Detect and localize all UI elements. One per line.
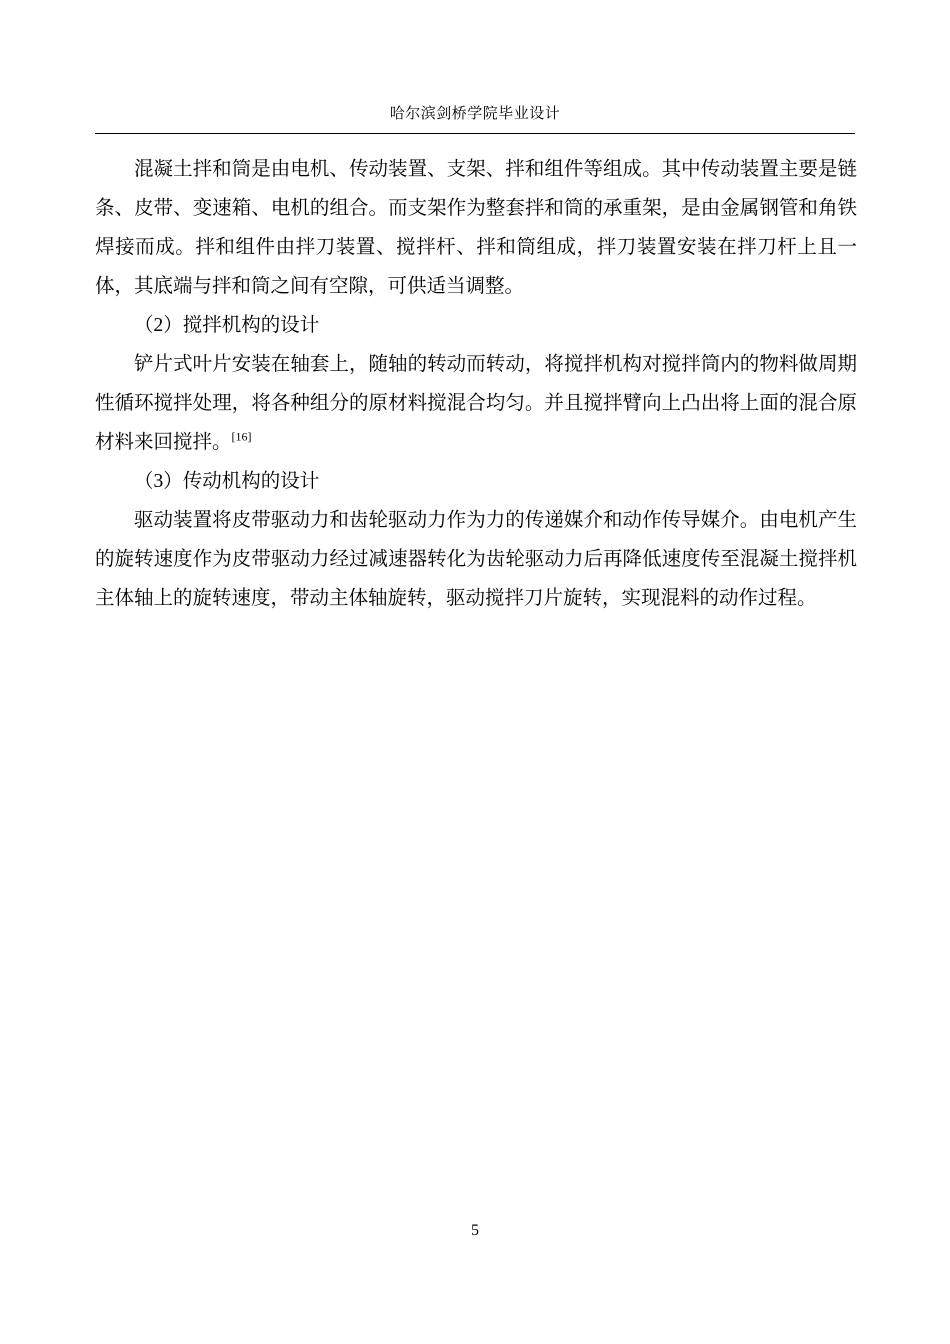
paragraph-5: 驱动装置将皮带驱动力和齿轮驱动力作为力的传递媒介和动作传导媒介。由电机产生的旋转速度作为皮带驱动力经过减速器转化为齿轮驱动力后再降低速度传至混凝土搅拌机主体轴上的旋转速度，带动主体轴旋转，驱动搅拌刀片旋转，实现混料的动作过程。 — [95, 510, 857, 609]
paragraph-3 — [95, 345, 857, 462]
document-body — [95, 150, 857, 618]
paragraph-2-heading: （2）搅拌机构的设计 — [134, 315, 320, 336]
page-number: 5 — [471, 1222, 479, 1239]
header-divider — [95, 133, 855, 134]
paragraph-3-text: 铲片式叶片安装在轴套上，随轴的转动而转动，将搅拌机构对搅拌筒内的物料做周期性循环搅拌处理，将各种组分的原材料搅混合均匀。并且搅拌臂向上凸出将上面的混合原材料来回搅拌。 — [95, 354, 857, 453]
reference-marker: [16] — [231, 429, 252, 444]
paragraph-4-heading: （3）传动机构的设计 — [134, 471, 320, 492]
page-header-title: 哈尔滨剑桥学院毕业设计 — [389, 106, 561, 122]
paragraph-1: 混凝土拌和筒是由电机、传动装置、支架、拌和组件等组成。其中传动装置主要是链条、皮带、变速箱、电机的组合。而支架作为整套拌和筒的承重架，是由金属钢管和角铁焊接而成。拌和组件由拌刀装置、搅拌杆、拌和筒组成，拌刀装置安装在拌刀杆上且一体，其底端与拌和筒之间有空隙，可供适当调整。 — [95, 159, 857, 297]
